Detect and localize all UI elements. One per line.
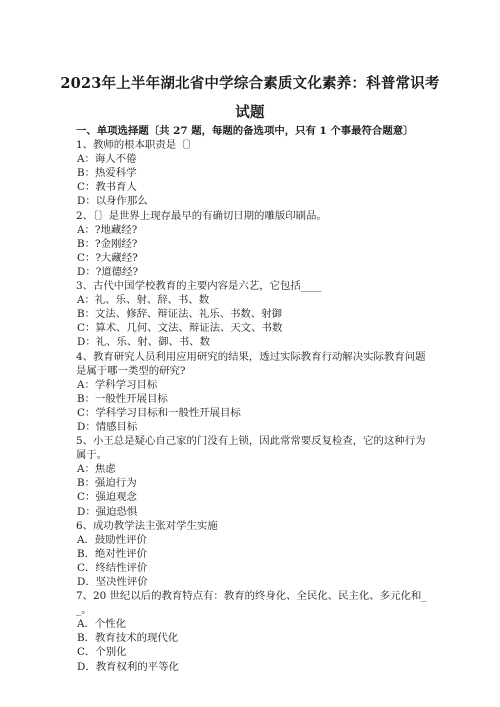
section-header: 一、单项选择题〔共 27 题，每题的备选项中，只有 1 个事最符合题意〕 [76,125,414,137]
option: B：强迫行为 [77,477,137,490]
option: D：情感目标 [77,420,138,433]
question-stem: 4、教育研究人员利用应用研究的结果，透过实际教育行动解决实际教育问题是属于哪一类型的研究? [76,350,426,377]
option: A．个性化 [77,618,127,631]
option: C：?大藏经? [77,251,138,264]
option: C．个别化 [77,646,127,659]
option: D．教育权利的平等化 [77,660,179,673]
option: C．终结性评价 [77,561,148,574]
question-stem: 6、成功教学法主张对学生实施 [76,519,218,532]
option: D．坚决性评价 [77,576,148,588]
option: B：一般性开展目标 [77,392,168,405]
option: C：教书育人 [77,181,137,194]
question-stem: 3、古代中国学校教育的主要内容是六艺，它包括____ [76,280,322,293]
option: C：学科学习目标和一般性开展目标 [77,406,241,419]
option: A．鼓励性评价 [77,533,147,546]
question-stem: 2、〔〕是世界上现存最早的有确切日期的雕版印刷品。 [76,209,327,222]
option: C：算术、几何、文法、辩证法、天文、书数 [77,322,283,335]
option: B：热爱科学 [77,167,137,180]
option: B：文法、修辞、辩证法、礼乐、书数、射御 [77,308,283,321]
document-title-line1: 2023年上半年湖北省中学综合素质文化素养：科普常识考 [60,75,440,92]
question-stem: 5、小王总是疑心自己家的门没有上锁，因此常常要反复检查，它的这种行为属于。 [76,435,426,462]
question-stem: 7、20 世纪以后的教育特点有：教育的终身化、全民化、民主化、多元化和__。 [76,590,427,617]
option: A：?地藏经? [77,223,138,236]
option: A：礼、乐、射、辞、书、数 [77,294,210,307]
question-stem: 1、教师的根本职责是〔〕 [76,139,197,152]
option: D：以身作那么 [77,195,148,208]
option: B．绝对性评价 [77,547,147,560]
document-title-line2: 试题 [235,104,265,121]
option: A：学科学习目标 [77,378,158,391]
option: D：?道德经? [77,265,139,278]
option: D：强迫恐惧 [77,505,138,518]
option: B．教育技术的现代化 [77,632,179,645]
option: A：焦虑 [77,463,116,476]
option: A：诲人不倦 [77,153,137,166]
option: C：强迫观念 [77,491,137,504]
option: D：礼、乐、射、御、书、数 [77,336,211,349]
question-list [76,124,428,674]
option: B：?金刚经? [77,237,138,250]
